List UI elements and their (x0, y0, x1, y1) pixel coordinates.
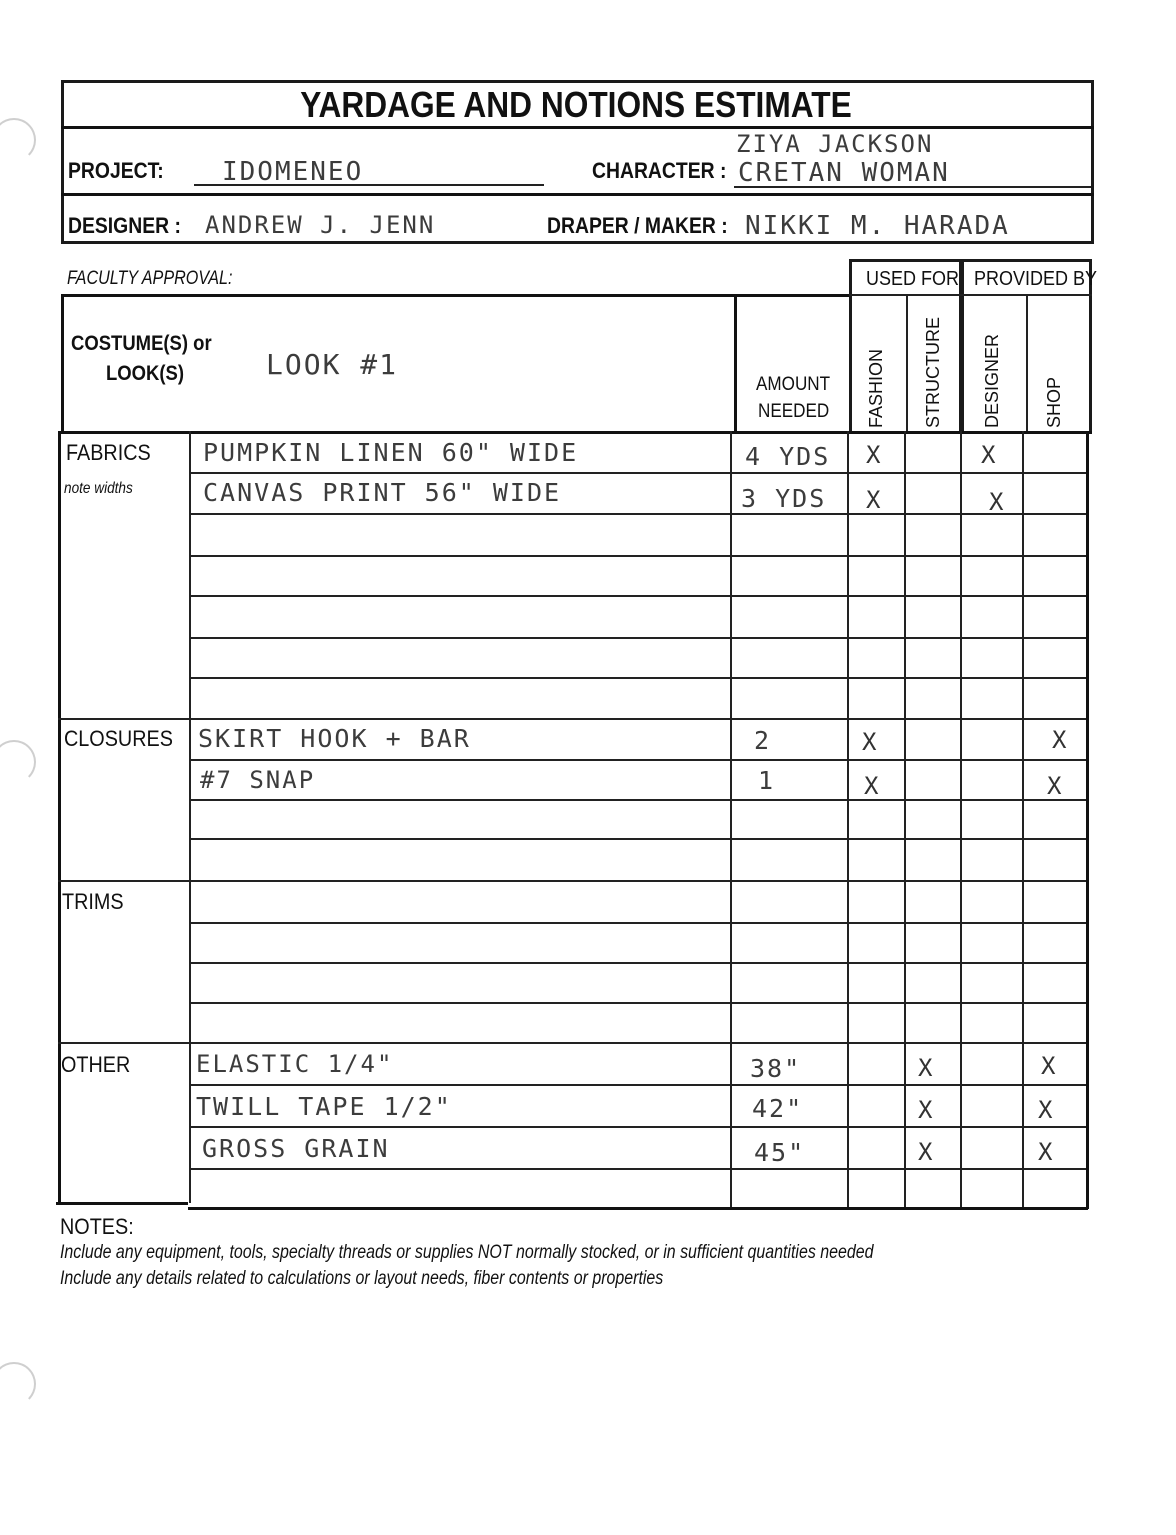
fashion-column-label: FASHION (866, 348, 886, 428)
row-amount[interactable]: 4 YDS (745, 442, 831, 471)
binder-hole-top (0, 118, 36, 162)
fabrics-note: note widths (64, 480, 133, 497)
fashion-check-mark[interactable]: X (866, 441, 881, 469)
form-title: YARDAGE AND NOTIONS ESTIMATE (300, 84, 852, 125)
row-amount[interactable]: 38" (750, 1054, 802, 1083)
draper-label: DRAPER / MAKER : (547, 213, 728, 238)
row-item[interactable]: CANVAS PRINT 56" WIDE (203, 478, 562, 507)
structure-check-mark[interactable]: X (918, 1054, 933, 1082)
shop-column-label: SHOP (1044, 376, 1064, 428)
designer-check-mark[interactable]: X (989, 488, 1004, 516)
notes-line-1: Include any equipment, tools, specialty threads or supplies NOT normally stocked, or in sufficient quantities needed (60, 1242, 874, 1263)
notes-label: NOTES: (60, 1214, 134, 1239)
row-item[interactable]: #7 SNAP (200, 766, 316, 794)
character-name[interactable]: ZIYA JACKSON (736, 130, 934, 158)
faculty-approval-label: FACULTY APPROVAL: (67, 268, 233, 289)
project-value[interactable]: IDOMENEO (222, 157, 364, 187)
row-amount[interactable]: 45" (754, 1138, 806, 1167)
draper-value[interactable]: NIKKI M. HARADA (745, 211, 1010, 241)
character-role[interactable]: CRETAN WOMAN (738, 158, 950, 188)
structure-check-mark[interactable]: X (918, 1096, 933, 1124)
structure-check-mark[interactable]: X (918, 1138, 933, 1166)
provided-by-label: PROVIDED BY (974, 268, 1098, 290)
row-amount[interactable]: 3 YDS (741, 484, 827, 513)
shop-check-mark[interactable]: X (1038, 1138, 1053, 1166)
used-for-label: USED FOR (866, 268, 960, 290)
other-section-label: OTHER (61, 1052, 131, 1077)
designer-column-label: DESIGNER (982, 333, 1002, 428)
designer-value[interactable]: ANDREW J. JENN (205, 211, 436, 239)
amount-label: AMOUNT (756, 374, 831, 395)
binder-hole-middle (0, 740, 36, 784)
designer-check-mark[interactable]: X (981, 441, 996, 469)
looks-label: LOOK(S) (106, 362, 185, 385)
shop-check-mark[interactable]: X (1041, 1052, 1056, 1080)
shop-check-mark[interactable]: X (1038, 1096, 1053, 1124)
row-item[interactable]: TWILL TAPE 1/2" (196, 1092, 452, 1121)
structure-column-label: STRUCTURE (923, 317, 943, 428)
shop-check-mark[interactable]: X (1052, 726, 1067, 754)
needed-label: NEEDED (758, 401, 830, 422)
row-item[interactable]: ELASTIC 1/4" (196, 1050, 394, 1078)
row-item[interactable]: PUMPKIN LINEN 60" WIDE (203, 438, 579, 467)
binder-hole-bottom (0, 1362, 36, 1406)
fashion-check-mark[interactable]: X (864, 772, 879, 800)
row-amount[interactable]: 2 (754, 726, 772, 755)
row-amount[interactable]: 1 (758, 766, 776, 795)
closures-section-label: CLOSURES (64, 726, 173, 751)
notes-line-2: Include any details related to calculations or layout needs, fiber contents or properties (60, 1268, 664, 1289)
costume-label: COSTUME(S) or (71, 332, 212, 355)
row-item[interactable]: GROSS GRAIN (202, 1134, 390, 1163)
character-label: CHARACTER : (592, 158, 727, 183)
shop-check-mark[interactable]: X (1047, 772, 1062, 800)
trims-section-label: TRIMS (62, 889, 124, 914)
fashion-check-mark[interactable]: X (866, 486, 881, 514)
project-label: PROJECT: (68, 158, 164, 183)
designer-label: DESIGNER : (68, 213, 181, 238)
fabrics-section-label: FABRICS (66, 440, 151, 465)
row-item[interactable]: SKIRT HOOK + BAR (198, 724, 471, 753)
row-amount[interactable]: 42" (752, 1094, 804, 1123)
fashion-check-mark[interactable]: X (862, 728, 877, 756)
costume-value[interactable]: LOOK #1 (266, 348, 399, 381)
